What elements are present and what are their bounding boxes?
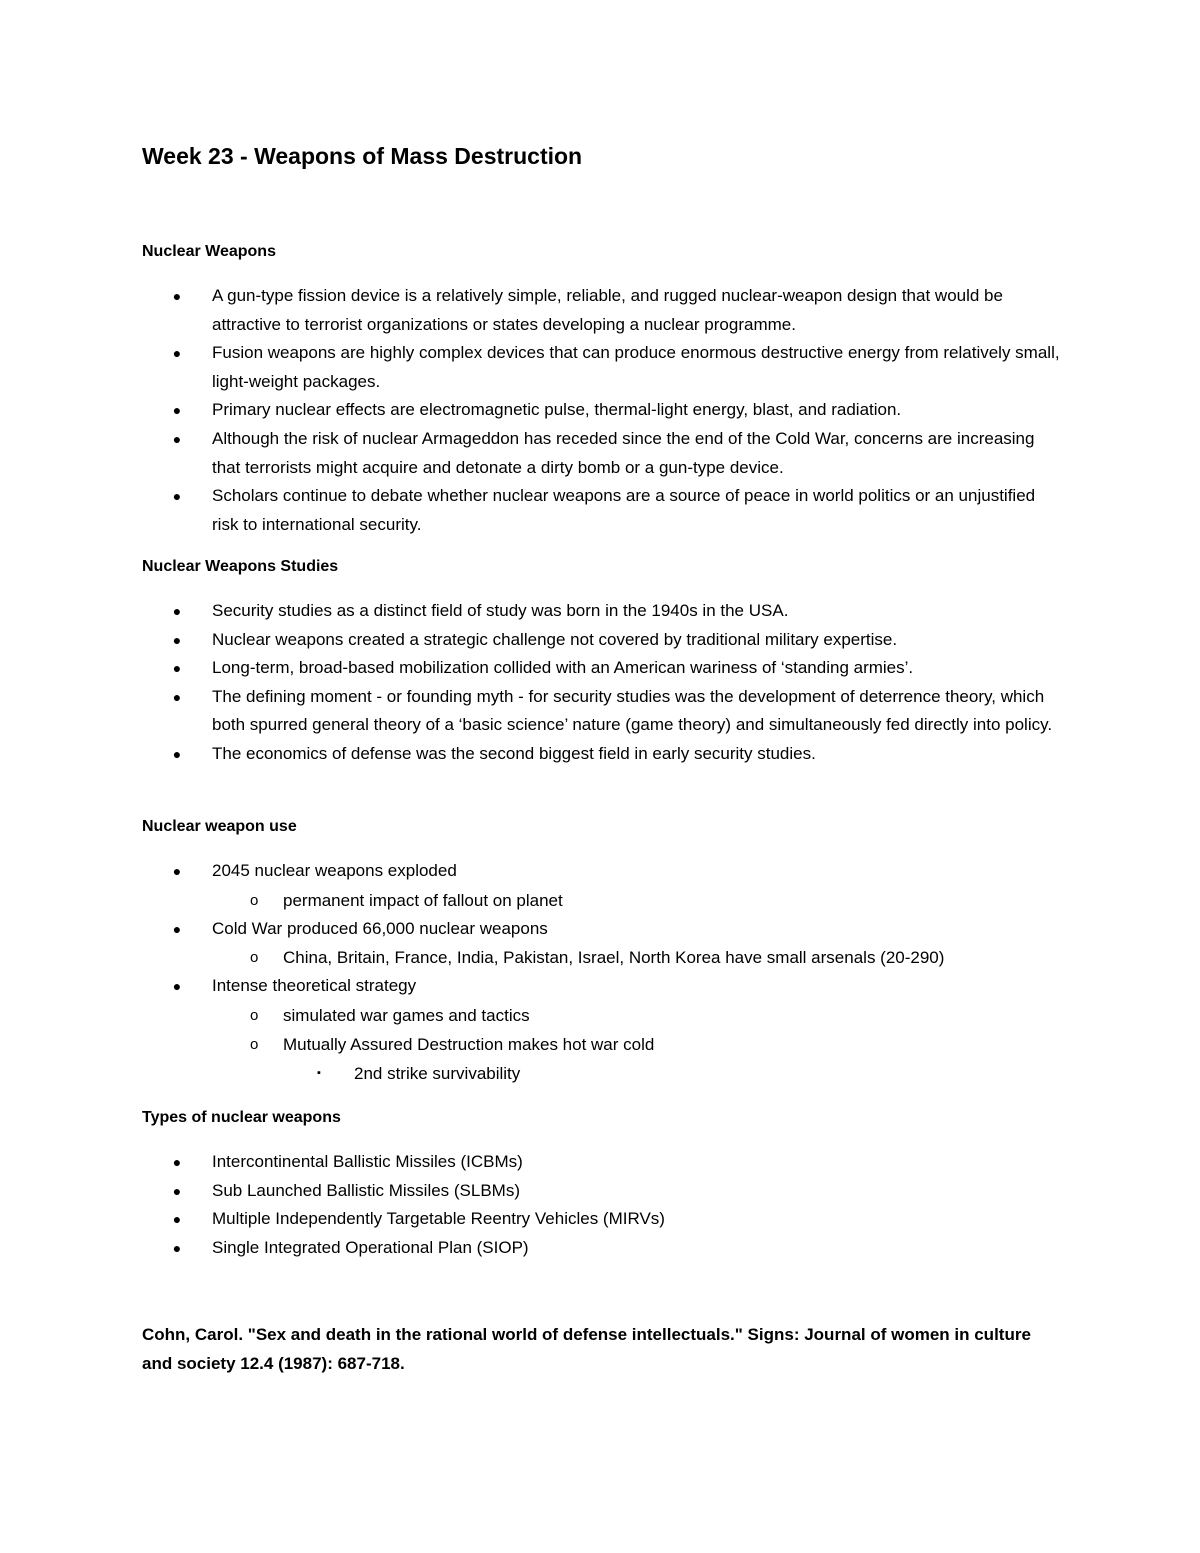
sub-list xyxy=(212,1001,1062,1088)
list-item xyxy=(142,597,1062,626)
bullet-icon: ● xyxy=(172,660,182,677)
bullet-icon: ● xyxy=(172,288,182,304)
sub-list-item-text: China, Britain, France, India, Pakistan, Israel, North Korea have small arsenals (20-290) xyxy=(283,948,945,968)
bullet-icon: ● xyxy=(172,402,182,419)
square-bullet-icon: ▪ xyxy=(317,1066,321,1079)
list-item xyxy=(142,1205,1062,1234)
list-item-text: The defining moment - or founding myth - for security studies was the development of deterrence theory, which both spurred general theory of a ‘basic science’ nature (game theory) and simultaneously fed directly into policy. xyxy=(212,686,1053,735)
list-item xyxy=(142,1177,1062,1206)
bullet-icon: ● xyxy=(172,631,182,648)
circle-bullet-icon: o xyxy=(250,891,259,909)
sub-list xyxy=(212,943,1062,972)
sub-list-item xyxy=(212,943,1062,972)
sub-list-item-text: simulated war games and tactics xyxy=(283,1005,530,1025)
section-nuclear-weapon-use xyxy=(142,813,1062,1088)
list-item xyxy=(142,1234,1062,1263)
bullet-list xyxy=(142,282,1062,539)
bullet-icon: ● xyxy=(172,745,182,762)
sub-list-item xyxy=(212,1030,1062,1088)
sub-list-item xyxy=(212,886,1062,915)
bullet-list xyxy=(142,597,1062,769)
bullet-icon: ● xyxy=(172,603,182,619)
list-item xyxy=(142,396,1062,425)
list-item xyxy=(142,915,1062,973)
sub-sub-list-item xyxy=(283,1059,1062,1088)
sub-list-item xyxy=(212,1001,1062,1030)
bullet-icon: ● xyxy=(172,345,182,362)
list-item-text: Sub Launched Ballistic Missiles (SLBMs) xyxy=(212,1180,521,1200)
list-item-text: The economics of defense was the second biggest field in early security studies. xyxy=(212,743,816,763)
list-item-text: Primary nuclear effects are electromagnetic pulse, thermal-light energy, blast, and radiation. xyxy=(212,400,902,420)
bullet-icon: ● xyxy=(172,863,182,879)
list-item-text: Nuclear weapons created a strategic challenge not covered by traditional military expertise. xyxy=(212,629,898,649)
list-item xyxy=(142,482,1062,539)
bullet-icon: ● xyxy=(172,978,182,995)
bullet-icon: ● xyxy=(172,488,182,505)
list-item xyxy=(142,626,1062,655)
section-heading: Nuclear Weapons xyxy=(142,243,276,260)
section-heading: Nuclear Weapons Studies xyxy=(142,558,339,575)
section-heading: Types of nuclear weapons xyxy=(142,1109,341,1126)
list-item-text: A gun-type fission device is a relatively simple, reliable, and rugged nuclear-weapon design that would be attractive to terrorist organizations or states developing a nuclear programme. xyxy=(212,286,1003,334)
section-nuclear-weapons xyxy=(142,238,1062,539)
section-nuclear-weapons-studies xyxy=(142,553,1062,769)
list-item xyxy=(142,972,1062,1088)
list-item-text: Single Integrated Operational Plan (SIOP) xyxy=(212,1237,529,1257)
bullet-list xyxy=(142,1148,1062,1262)
bullet-icon: ● xyxy=(172,1182,182,1199)
section-heading: Nuclear weapon use xyxy=(142,818,297,835)
list-item xyxy=(142,339,1062,396)
list-item-text: 2045 nuclear weapons exploded xyxy=(212,861,457,880)
circle-bullet-icon: o xyxy=(250,1006,259,1024)
list-item-text: Cold War produced 66,000 nuclear weapons xyxy=(212,918,548,938)
bullet-icon: ● xyxy=(172,688,182,705)
list-item xyxy=(142,282,1062,339)
section-types-of-nuclear-weapons xyxy=(142,1104,1062,1262)
sub-list-item-text: permanent impact of fallout on planet xyxy=(283,890,563,910)
list-item-text: Multiple Independently Targetable Reentry Vehicles (MIRVs) xyxy=(212,1209,665,1229)
sub-list-item-text: Mutually Assured Destruction makes hot war cold xyxy=(283,1034,655,1054)
bullet-icon: ● xyxy=(172,1154,182,1170)
bullet-icon: ● xyxy=(172,430,182,447)
list-item xyxy=(142,683,1062,740)
list-item-text: Fusion weapons are highly complex devices that can produce enormous destructive energy from relatively small, light-weight packages. xyxy=(212,343,1060,391)
bullet-icon: ● xyxy=(172,1239,182,1256)
list-item xyxy=(142,654,1062,683)
bullet-icon: ● xyxy=(172,1211,182,1228)
bullet-list xyxy=(142,857,1062,1088)
list-item xyxy=(142,740,1062,769)
circle-bullet-icon: o xyxy=(250,949,259,967)
bullet-icon: ● xyxy=(172,920,182,937)
page-title: Week 23 - Weapons of Mass Destruction xyxy=(142,143,583,169)
list-item xyxy=(142,1148,1062,1177)
list-item-text: Although the risk of nuclear Armageddon has receded since the end of the Cold War, concerns are increasing that terrorists might acquire and detonate a dirty bomb or a gun-type device. xyxy=(212,428,1035,477)
list-item-text: Intense theoretical strategy xyxy=(212,976,417,996)
list-item-text: Long-term, broad-based mobilization collided with an American wariness of ‘standing armies’. xyxy=(212,658,914,678)
reference-citation: Cohn, Carol. "Sex and death in the rational world of defense intellectuals." Signs: Journal of women in culture and society 12.4 (1987): 687-718. xyxy=(142,1325,1031,1373)
list-item-text: Scholars continue to debate whether nuclear weapons are a source of peace in world politics or an unjustified risk to international security. xyxy=(212,486,1036,534)
sub-sub-list-item-text: 2nd strike survivability xyxy=(354,1063,521,1083)
list-item-text: Intercontinental Ballistic Missiles (ICBMs) xyxy=(212,1152,523,1171)
sub-list xyxy=(212,886,1062,915)
list-item xyxy=(142,425,1062,482)
list-item-text: Security studies as a distinct field of study was born in the 1940s in the USA. xyxy=(212,601,789,620)
sub-sub-list xyxy=(283,1059,1062,1088)
circle-bullet-icon: o xyxy=(250,1035,259,1053)
list-item xyxy=(142,857,1062,915)
